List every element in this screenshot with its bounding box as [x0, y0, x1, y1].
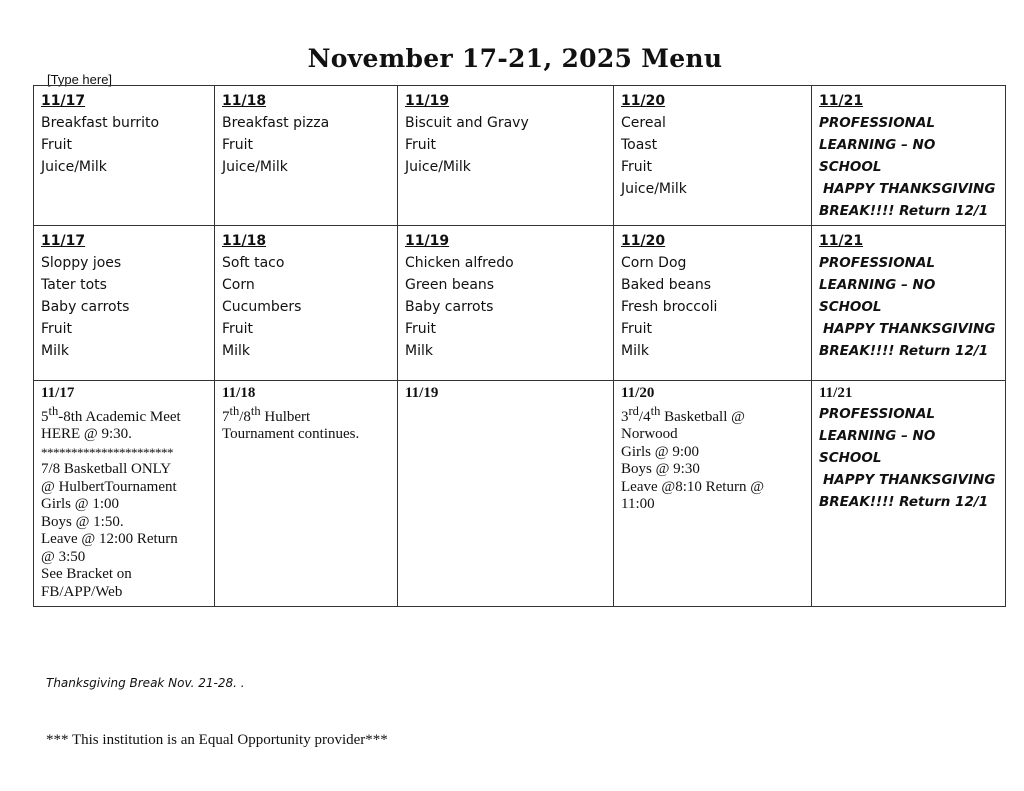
- event-text: Hulbert: [260, 408, 311, 425]
- closure-note: LEARNING – NO: [819, 277, 936, 293]
- day-date: 11/17: [41, 385, 75, 401]
- menu-item: Baked beans: [621, 277, 711, 293]
- event-line: Girls @ 1:00: [41, 496, 119, 512]
- menu-item: Juice/Milk: [41, 159, 107, 175]
- menu-item: Fruit: [405, 321, 437, 337]
- page-title: November 17-21, 2025 Menu: [307, 44, 723, 73]
- menu-item: Fruit: [621, 321, 653, 337]
- event-line: Tournament continues.: [222, 426, 360, 442]
- menu-item: Sloppy joes: [41, 255, 122, 271]
- events-cell-fri: [812, 381, 1006, 607]
- event-line: FB/APP/Web: [41, 583, 123, 600]
- event-line: See Bracket on: [41, 566, 132, 582]
- day-date: 11/19: [405, 385, 439, 401]
- ordinal-suffix: th: [250, 403, 261, 418]
- menu-item: Milk: [222, 343, 250, 359]
- event-line: 11:00: [621, 496, 655, 512]
- closure-note: SCHOOL: [819, 159, 882, 175]
- ordinal: 7: [222, 408, 230, 425]
- menu-item: Baby carrots: [405, 299, 494, 315]
- menu-item: Juice/Milk: [222, 159, 288, 175]
- menu-item: Milk: [41, 343, 69, 359]
- menu-item: Fruit: [41, 137, 73, 153]
- ordinal-suffix: rd: [628, 403, 639, 418]
- closure-note: LEARNING – NO: [819, 137, 936, 153]
- closure-note: BREAK!!!! Return 12/1: [819, 493, 989, 510]
- menu-item: Fresh broccoli: [621, 299, 718, 315]
- closure-note: HAPPY THANKSGIVING: [823, 181, 996, 197]
- day-date: 11/21: [819, 93, 864, 109]
- ordinal: 3: [621, 408, 629, 425]
- events-cell-thu: [614, 381, 812, 607]
- closure-note: HAPPY THANKSGIVING: [823, 471, 996, 488]
- closure-note: BREAK!!!! Return 12/1: [819, 343, 989, 359]
- breakfast-cell-mon: [34, 86, 215, 226]
- menu-item: Chicken alfredo: [405, 255, 514, 271]
- day-date: 11/21: [819, 385, 853, 401]
- event-text: -8th Academic Meet: [58, 408, 181, 425]
- breakfast-cell-wed: [398, 86, 614, 226]
- lunch-cell-tue: [215, 226, 398, 381]
- menu-item: Cucumbers: [222, 299, 302, 315]
- ordinal-suffix: th: [650, 403, 661, 418]
- event-line: Boys @ 1:50.: [41, 513, 124, 530]
- events-cell-mon: [34, 381, 215, 607]
- menu-item: Soft taco: [222, 255, 285, 271]
- menu-item: Breakfast pizza: [222, 115, 330, 131]
- breakfast-row: [34, 86, 1006, 226]
- closure-note: SCHOOL: [819, 449, 882, 466]
- event-line: HERE @ 9:30.: [41, 426, 132, 442]
- menu-item: Corn Dog: [621, 255, 687, 271]
- menu-item: Toast: [621, 137, 658, 153]
- day-date: 11/19: [405, 233, 450, 249]
- menu-item: Tater tots: [41, 277, 107, 293]
- events-cell-tue: [215, 381, 398, 607]
- header-placeholder[interactable]: [Type here]: [47, 72, 113, 87]
- breakfast-cell-fri: [812, 86, 1006, 226]
- ordinal: 5: [41, 408, 49, 425]
- day-date: 11/20: [621, 385, 655, 401]
- day-date: 11/18: [222, 93, 267, 109]
- event-text: /8: [239, 408, 251, 425]
- lunch-cell-fri: [812, 226, 1006, 381]
- menu-item: Milk: [405, 343, 433, 359]
- closure-note: BREAK!!!! Return 12/1: [819, 203, 989, 219]
- event-line: [621, 403, 804, 427]
- closure-note: PROFESSIONAL: [819, 115, 936, 131]
- menu-item: Breakfast burrito: [41, 115, 160, 131]
- menu-item: Juice/Milk: [405, 159, 471, 175]
- event-line: Norwood: [621, 426, 678, 442]
- event-line: [41, 403, 207, 427]
- menu-item: Baby carrots: [41, 299, 130, 315]
- breakfast-cell-thu: [614, 86, 812, 226]
- menu-item: Fruit: [222, 137, 254, 153]
- thanksgiving-break-note: Thanksgiving Break Nov. 21-28. .: [46, 676, 245, 690]
- menu-item: Green beans: [405, 277, 495, 293]
- lunch-row: [34, 226, 1006, 381]
- menu-item: Corn: [222, 277, 255, 293]
- closure-note: PROFESSIONAL: [819, 405, 936, 422]
- event-line: [222, 403, 390, 427]
- event-line: @ 3:50: [41, 548, 86, 565]
- event-line: Girls @ 9:00: [621, 443, 699, 460]
- lunch-cell-thu: [614, 226, 812, 381]
- ordinal-suffix: th: [229, 403, 240, 418]
- lunch-cell-mon: [34, 226, 215, 381]
- closure-note: LEARNING – NO: [819, 427, 936, 444]
- menu-item: Cereal: [621, 115, 666, 131]
- event-line: 7/8 Basketball ONLY: [41, 461, 172, 477]
- day-date: 11/21: [819, 233, 864, 249]
- event-line: @ HulbertTournament: [41, 478, 177, 495]
- menu-item: Fruit: [41, 321, 73, 337]
- separator-line: **********************: [41, 444, 173, 460]
- closure-note: SCHOOL: [819, 299, 882, 315]
- day-date: 11/17: [41, 233, 86, 249]
- day-date: 11/17: [41, 93, 86, 109]
- event-text: Basketball @: [660, 408, 745, 425]
- day-date: 11/20: [621, 93, 666, 109]
- day-date: 11/18: [222, 233, 267, 249]
- day-date: 11/18: [222, 385, 256, 401]
- menu-item: Fruit: [405, 137, 437, 153]
- event-line: Leave @8:10 Return @: [621, 478, 765, 495]
- event-line: Boys @ 9:30: [621, 461, 700, 477]
- event-line: Leave @ 12:00 Return: [41, 531, 178, 547]
- menu-item: Fruit: [222, 321, 254, 337]
- day-date: 11/20: [621, 233, 666, 249]
- events-cell-wed: [398, 381, 614, 607]
- ordinal-suffix: th: [48, 403, 59, 418]
- menu-item: Biscuit and Gravy: [405, 115, 529, 131]
- closure-note: HAPPY THANKSGIVING: [823, 321, 996, 337]
- day-date: 11/19: [405, 93, 450, 109]
- lunch-cell-wed: [398, 226, 614, 381]
- closure-note: PROFESSIONAL: [819, 255, 936, 271]
- events-row: [34, 381, 1006, 607]
- equal-opportunity-statement: *** This institution is an Equal Opportunity provider***: [46, 732, 388, 748]
- menu-item: Juice/Milk: [621, 181, 687, 197]
- menu-item: Milk: [621, 343, 649, 359]
- weekly-menu-table: [33, 85, 1006, 607]
- menu-item: Fruit: [621, 159, 653, 175]
- breakfast-cell-tue: [215, 86, 398, 226]
- event-text: /4: [638, 408, 651, 425]
